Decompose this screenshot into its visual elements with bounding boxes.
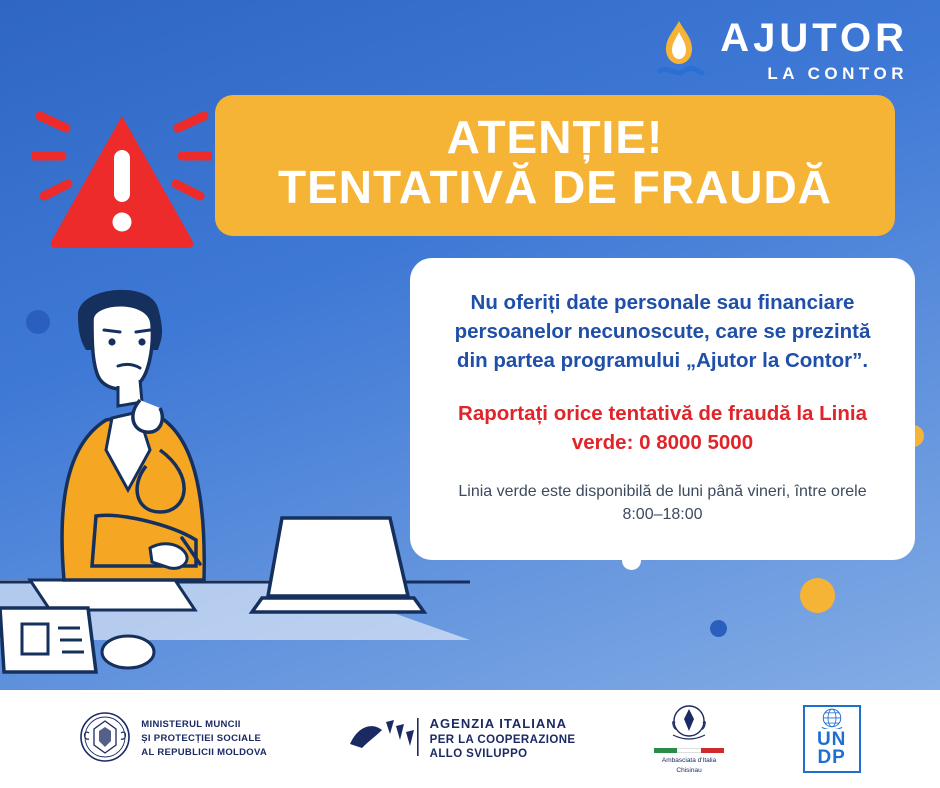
aics-logo-text (430, 716, 576, 763)
alert-banner (215, 95, 895, 236)
italy-emblem-icon (667, 730, 711, 747)
ministry-line-3: AL REPUBLICII MOLDOVA (141, 746, 268, 758)
ministry-logo (79, 707, 267, 772)
italy-tricolor-bar (654, 748, 724, 753)
aics-line-1: AGENZIA ITALIANA (429, 715, 567, 731)
wave-icon (660, 68, 702, 73)
decorative-dot (800, 578, 835, 613)
embassy-logo-text (654, 756, 724, 774)
warning-triangle-icon (32, 98, 212, 258)
message-card (410, 258, 915, 560)
embassy-line-2: Chisinau (676, 766, 702, 774)
card-alert-text: Raportați orice tentativă de fraudă la Linia verde: 0 8000 5000 (458, 402, 867, 455)
ministry-line-2: ȘI PROTECȚIEI SOCIALE (141, 733, 262, 745)
ministry-line-1: MINISTERUL MUNCII (141, 719, 241, 731)
aics-line-3: ALLO SVILUPPO (429, 748, 528, 761)
undp-icon (803, 705, 861, 773)
undp-line-2: DP (817, 746, 846, 768)
card-note-text: Linia verde este disponibilă de luni până vineri, între orele 8:00–18:00 (458, 482, 867, 523)
brand-logo (652, 18, 908, 82)
ministry-logo-text (141, 718, 267, 759)
brand-tagline: LA CONTOR (767, 64, 908, 83)
embassy-line-1: Ambasciata d'Italia (661, 757, 717, 765)
aics-hands-icon (346, 714, 420, 765)
banner-subtitle: TENTATIVĂ DE FRAUDĂ (278, 161, 832, 214)
undp-line-1: UN (816, 728, 847, 750)
aics-logo (346, 714, 576, 765)
aics-line-2: PER LA COOPERAZIONE (429, 733, 576, 746)
decorative-dot (710, 620, 727, 637)
flame-icon (652, 19, 706, 81)
banner-title: ATENȚIE! (446, 111, 664, 163)
italy-embassy-logo (654, 703, 724, 774)
brand-name: AJUTOR (720, 16, 908, 60)
partner-logos-footer (0, 690, 940, 788)
moldova-coat-of-arms-icon (79, 707, 131, 772)
card-lead-text: Nu oferiți date personale sau financiare persoanelor necunoscute, care se prezintă din partea programului „Ajutor la Contor”. (454, 291, 871, 373)
person-at-desk-with-laptop-illustration (0, 280, 470, 700)
